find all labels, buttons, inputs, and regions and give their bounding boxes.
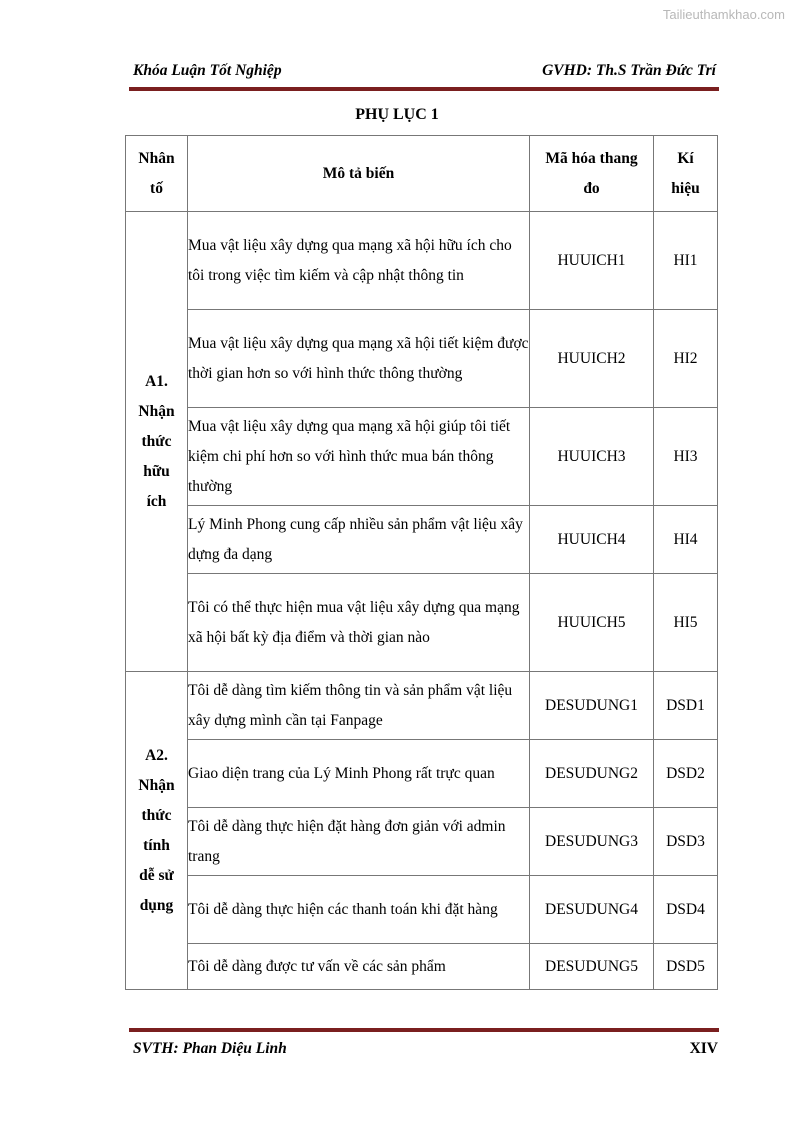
symbol-cell: DSD2 (654, 740, 718, 808)
table-header-row (126, 136, 718, 212)
description-cell: Giao diện trang của Lý Minh Phong rất trực quan (188, 740, 530, 808)
description-cell: Tôi dễ dàng tìm kiếm thông tin và sản phẩm vật liệu xây dựng mình cần tại Fanpage (188, 672, 530, 740)
table-row (126, 506, 718, 574)
header-factor-line: Nhân tố (138, 149, 175, 197)
table-row (126, 808, 718, 876)
header-divider (129, 87, 719, 91)
watermark-text: Tailieuthamkhao.com (662, 7, 785, 22)
header-description: Mô tả biến (188, 136, 530, 212)
factor-line: ích (146, 492, 167, 510)
description-cell: Lý Minh Phong cung cấp nhiều sản phẩm vật liệu xây dựng đa dạng (188, 506, 530, 574)
factor-line: dễ sử (139, 866, 174, 884)
symbol-cell: HI1 (654, 212, 718, 310)
header-symbol-text: Kí hiệu (671, 149, 700, 197)
description-cell: Tôi dễ dàng thực hiện đặt hàng đơn giản với admin trang (188, 808, 530, 876)
symbol-cell: DSD4 (654, 876, 718, 944)
code-cell: DESUDUNG2 (530, 740, 654, 808)
code-cell: HUUICH3 (530, 408, 654, 506)
symbol-cell: HI4 (654, 506, 718, 574)
factor-line: Nhận (138, 402, 175, 420)
table-row (126, 212, 718, 310)
factor-line: Nhận (138, 776, 175, 794)
factor-line: dụng (139, 896, 174, 914)
factor-line: thức (141, 432, 172, 450)
table-row (126, 408, 718, 506)
symbol-cell: HI3 (654, 408, 718, 506)
table-row (126, 672, 718, 740)
table-row (126, 310, 718, 408)
table-row (126, 876, 718, 944)
factor-line: thức (141, 806, 172, 824)
description-cell: Tôi dễ dàng được tư vấn về các sản phẩm (188, 944, 530, 990)
symbol-cell: DSD3 (654, 808, 718, 876)
factor-line: A2. (145, 746, 168, 764)
page-header (131, 62, 718, 82)
code-cell: DESUDUNG3 (530, 808, 654, 876)
footer-student: SVTH: Phan Diệu Linh (133, 1040, 287, 1057)
header-code (530, 136, 654, 212)
table-row (126, 574, 718, 672)
table-body (126, 212, 718, 990)
symbol-cell: HI2 (654, 310, 718, 408)
header-symbol (654, 136, 718, 212)
appendix-table (125, 135, 718, 990)
factor-cell (126, 212, 188, 672)
factor-cell (126, 672, 188, 990)
description-cell: Tôi dễ dàng thực hiện các thanh toán khi đặt hàng (188, 876, 530, 944)
code-cell: DESUDUNG4 (530, 876, 654, 944)
header-thesis-title: Khóa Luận Tốt Nghiệp (133, 62, 282, 79)
factor-line: hữu (143, 462, 170, 480)
symbol-cell: DSD1 (654, 672, 718, 740)
symbol-cell: HI5 (654, 574, 718, 672)
header-code-text: Mã hóa thang đo (545, 149, 638, 197)
description-cell: Mua vật liệu xây dựng qua mạng xã hội giúp tôi tiết kiệm chi phí hơn so với hình thức mua bán thông thường (188, 408, 530, 506)
description-cell: Tôi có thể thực hiện mua vật liệu xây dựng qua mạng xã hội bất kỳ địa điểm và thời gian nào (188, 574, 530, 672)
symbol-cell: DSD5 (654, 944, 718, 990)
description-cell: Mua vật liệu xây dựng qua mạng xã hội hữu ích cho tôi trong việc tìm kiếm và cập nhật thông tin (188, 212, 530, 310)
header-factor (126, 136, 188, 212)
table-row (126, 944, 718, 990)
code-cell: HUUICH2 (530, 310, 654, 408)
code-cell: DESUDUNG1 (530, 672, 654, 740)
factor-line: A1. (145, 372, 168, 390)
footer-divider (129, 1028, 719, 1032)
factor-line: tính (143, 836, 170, 854)
description-cell: Mua vật liệu xây dựng qua mạng xã hội tiết kiệm được thời gian hơn so với hình thức thông thường (188, 310, 530, 408)
page-footer (131, 1040, 718, 1060)
code-cell: HUUICH1 (530, 212, 654, 310)
code-cell: HUUICH4 (530, 506, 654, 574)
page-number: XIV (689, 1040, 718, 1057)
code-cell: DESUDUNG5 (530, 944, 654, 990)
header-supervisor: GVHD: Th.S Trần Đức Trí (542, 62, 716, 79)
table-row (126, 740, 718, 808)
page-title: PHỤ LỤC 1 (355, 106, 439, 123)
code-cell: HUUICH5 (530, 574, 654, 672)
